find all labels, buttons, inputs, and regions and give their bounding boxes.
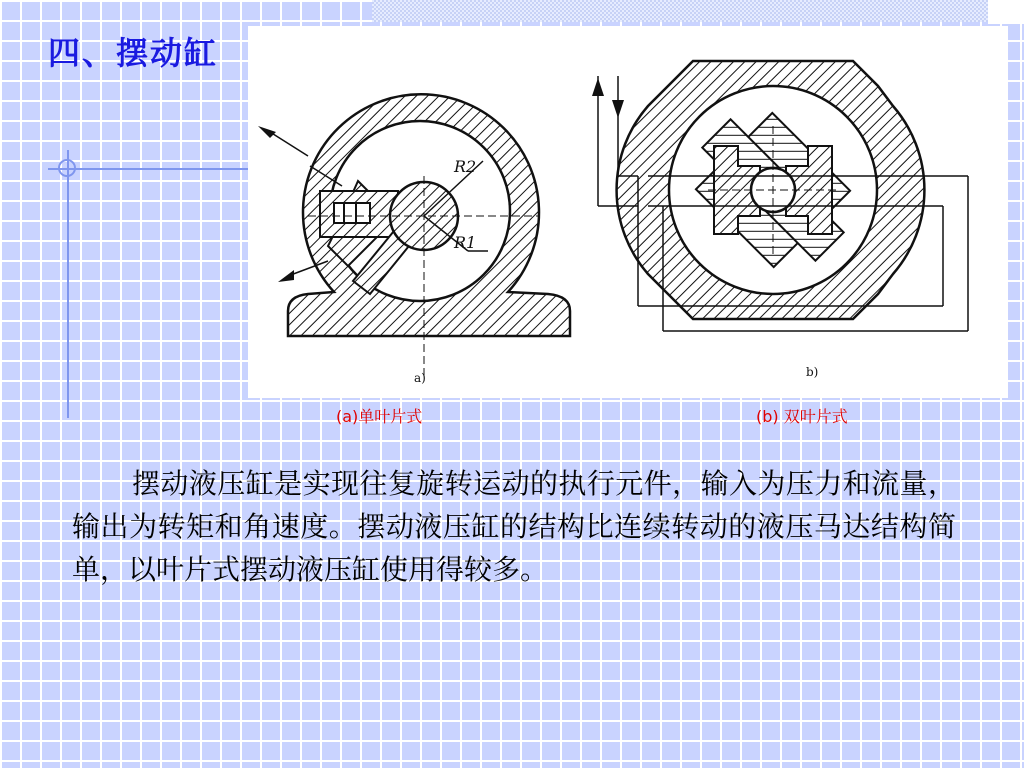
swing-cylinder-figure bbox=[248, 26, 1008, 398]
body-paragraph: 摆动液压缸是实现往复旋转运动的执行元件，输入为压力和流量，输出为转矩和角速度。摆动液压缸的结构比连续转动的液压马达结构简单，以叶片式摆动液压缸使用得较多。 bbox=[72, 467, 956, 586]
top-pattern-band bbox=[372, 0, 1024, 22]
caption-single-vane: (a)单叶片式 bbox=[336, 407, 423, 426]
decor-line-vertical bbox=[67, 150, 69, 418]
double-vane-drawing bbox=[592, 61, 968, 379]
r1-label: R1 bbox=[454, 233, 477, 252]
single-vane-drawing bbox=[258, 94, 570, 385]
sub-figure-b-label: b) bbox=[806, 365, 819, 379]
swing-cylinder-drawing bbox=[248, 26, 1008, 398]
decor-line-horizontal bbox=[48, 168, 248, 170]
caption-double-vane: (b) 双叶片式 bbox=[756, 407, 848, 426]
r2-label: R2 bbox=[454, 157, 477, 176]
slide-title: 四、摆动缸 bbox=[48, 34, 219, 72]
decor-circle bbox=[58, 159, 76, 177]
sub-figure-a-label: a) bbox=[414, 371, 426, 385]
top-right-strip bbox=[988, 0, 1024, 24]
